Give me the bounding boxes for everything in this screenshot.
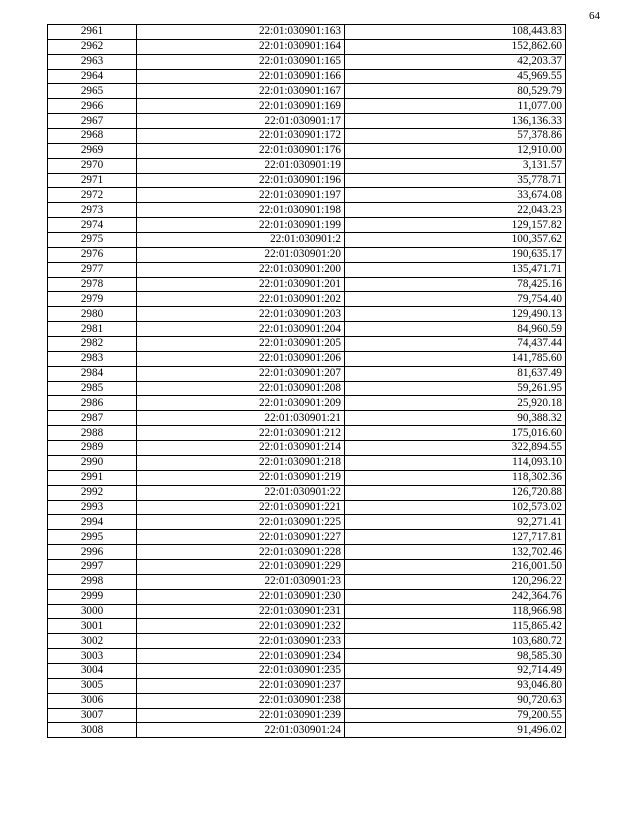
table-row xyxy=(48,129,566,144)
row-number-cell: 2979 xyxy=(48,292,137,307)
value-cell: 175,016.60 xyxy=(345,426,566,441)
table-row xyxy=(48,604,566,619)
table-row xyxy=(48,203,566,218)
value-cell: 11,077.00 xyxy=(345,99,566,114)
value-cell: 135,471.71 xyxy=(345,262,566,277)
value-cell: 100,357.62 xyxy=(345,233,566,248)
value-cell: 120,296.22 xyxy=(345,574,566,589)
cadastral-number-cell: 22:01:030901:2 xyxy=(137,233,345,248)
row-number-cell: 2963 xyxy=(48,54,137,69)
table-row xyxy=(48,233,566,248)
table-row xyxy=(48,218,566,233)
row-number-cell: 2982 xyxy=(48,337,137,352)
value-cell: 102,573.02 xyxy=(345,500,566,515)
table-row xyxy=(48,143,566,158)
value-cell: 216,001.50 xyxy=(345,559,566,574)
row-number-cell: 2989 xyxy=(48,441,137,456)
cadastral-number-cell: 22:01:030901:221 xyxy=(137,500,345,515)
cadastral-number-cell: 22:01:030901:167 xyxy=(137,84,345,99)
table-row xyxy=(48,723,566,738)
table-body xyxy=(48,25,566,738)
cadastral-number-cell: 22:01:030901:235 xyxy=(137,663,345,678)
row-number-cell: 3002 xyxy=(48,634,137,649)
row-number-cell: 2968 xyxy=(48,129,137,144)
table-row xyxy=(48,262,566,277)
value-cell: 57,378.86 xyxy=(345,129,566,144)
row-number-cell: 3003 xyxy=(48,649,137,664)
table-row xyxy=(48,84,566,99)
row-number-cell: 2983 xyxy=(48,351,137,366)
value-cell: 152,862.60 xyxy=(345,39,566,54)
row-number-cell: 2967 xyxy=(48,114,137,129)
cadastral-number-cell: 22:01:030901:23 xyxy=(137,574,345,589)
value-cell: 90,388.32 xyxy=(345,411,566,426)
row-number-cell: 2996 xyxy=(48,545,137,560)
cadastral-number-cell: 22:01:030901:176 xyxy=(137,143,345,158)
row-number-cell: 2962 xyxy=(48,39,137,54)
table-row xyxy=(48,515,566,530)
cadastral-number-cell: 22:01:030901:20 xyxy=(137,247,345,262)
value-cell: 129,490.13 xyxy=(345,307,566,322)
row-number-cell: 3005 xyxy=(48,678,137,693)
table-row xyxy=(48,589,566,604)
value-cell: 59,261.95 xyxy=(345,381,566,396)
table-row xyxy=(48,39,566,54)
row-number-cell: 3001 xyxy=(48,619,137,634)
cadastral-number-cell: 22:01:030901:164 xyxy=(137,39,345,54)
cadastral-number-cell: 22:01:030901:197 xyxy=(137,188,345,203)
table-row xyxy=(48,247,566,262)
cadastral-number-cell: 22:01:030901:200 xyxy=(137,262,345,277)
row-number-cell: 2965 xyxy=(48,84,137,99)
row-number-cell: 2973 xyxy=(48,203,137,218)
table-row xyxy=(48,158,566,173)
row-number-cell: 3004 xyxy=(48,663,137,678)
cadastral-number-cell: 22:01:030901:237 xyxy=(137,678,345,693)
cadastral-number-cell: 22:01:030901:207 xyxy=(137,366,345,381)
table-row xyxy=(48,307,566,322)
value-cell: 79,754.40 xyxy=(345,292,566,307)
table-row xyxy=(48,25,566,40)
value-cell: 80,529.79 xyxy=(345,84,566,99)
row-number-cell: 2988 xyxy=(48,426,137,441)
value-cell: 242,364.76 xyxy=(345,589,566,604)
row-number-cell: 2974 xyxy=(48,218,137,233)
row-number-cell: 2966 xyxy=(48,99,137,114)
value-cell: 322,894.55 xyxy=(345,441,566,456)
cadastral-number-cell: 22:01:030901:169 xyxy=(137,99,345,114)
table-row xyxy=(48,381,566,396)
cadastral-number-cell: 22:01:030901:239 xyxy=(137,708,345,723)
cadastral-number-cell: 22:01:030901:231 xyxy=(137,604,345,619)
cadastral-number-cell: 22:01:030901:218 xyxy=(137,455,345,470)
value-cell: 114,093.10 xyxy=(345,455,566,470)
row-number-cell: 2993 xyxy=(48,500,137,515)
row-number-cell: 2992 xyxy=(48,485,137,500)
value-cell: 115,865.42 xyxy=(345,619,566,634)
row-number-cell: 2998 xyxy=(48,574,137,589)
row-number-cell: 2981 xyxy=(48,322,137,337)
row-number-cell: 2971 xyxy=(48,173,137,188)
table-row xyxy=(48,411,566,426)
row-number-cell: 2995 xyxy=(48,530,137,545)
table-row xyxy=(48,530,566,545)
cadastral-number-cell: 22:01:030901:201 xyxy=(137,277,345,292)
cadastral-number-cell: 22:01:030901:219 xyxy=(137,470,345,485)
table-row xyxy=(48,322,566,337)
cadastral-number-cell: 22:01:030901:228 xyxy=(137,545,345,560)
row-number-cell: 2986 xyxy=(48,396,137,411)
table-row xyxy=(48,455,566,470)
cadastral-number-cell: 22:01:030901:209 xyxy=(137,396,345,411)
table-row xyxy=(48,708,566,723)
table-row xyxy=(48,634,566,649)
page-number: 64 xyxy=(589,10,600,22)
value-cell: 42,203.37 xyxy=(345,54,566,69)
cadastral-number-cell: 22:01:030901:233 xyxy=(137,634,345,649)
row-number-cell: 2978 xyxy=(48,277,137,292)
value-cell: 25,920.18 xyxy=(345,396,566,411)
table-row xyxy=(48,366,566,381)
cadastral-number-cell: 22:01:030901:212 xyxy=(137,426,345,441)
table-row xyxy=(48,114,566,129)
table-row xyxy=(48,173,566,188)
table-row xyxy=(48,678,566,693)
row-number-cell: 2975 xyxy=(48,233,137,248)
table-row xyxy=(48,619,566,634)
value-cell: 190,635.17 xyxy=(345,247,566,262)
table-row xyxy=(48,351,566,366)
cadastral-number-cell: 22:01:030901:202 xyxy=(137,292,345,307)
cadastral-number-cell: 22:01:030901:230 xyxy=(137,589,345,604)
value-cell: 79,200.55 xyxy=(345,708,566,723)
cadastral-number-cell: 22:01:030901:206 xyxy=(137,351,345,366)
cadastral-number-cell: 22:01:030901:234 xyxy=(137,649,345,664)
cadastral-number-cell: 22:01:030901:232 xyxy=(137,619,345,634)
row-number-cell: 3006 xyxy=(48,693,137,708)
row-number-cell: 2990 xyxy=(48,455,137,470)
row-number-cell: 2977 xyxy=(48,262,137,277)
row-number-cell: 3008 xyxy=(48,723,137,738)
table-row xyxy=(48,188,566,203)
cadastral-number-cell: 22:01:030901:229 xyxy=(137,559,345,574)
row-number-cell: 2969 xyxy=(48,143,137,158)
cadastral-number-cell: 22:01:030901:203 xyxy=(137,307,345,322)
table-row xyxy=(48,470,566,485)
cadastral-number-cell: 22:01:030901:238 xyxy=(137,693,345,708)
value-cell: 118,966.98 xyxy=(345,604,566,619)
value-cell: 81,637.49 xyxy=(345,366,566,381)
cadastral-number-cell: 22:01:030901:199 xyxy=(137,218,345,233)
value-cell: 98,585.30 xyxy=(345,649,566,664)
value-cell: 129,157.82 xyxy=(345,218,566,233)
value-cell: 103,680.72 xyxy=(345,634,566,649)
table-row xyxy=(48,693,566,708)
cadastral-number-cell: 22:01:030901:19 xyxy=(137,158,345,173)
table-row xyxy=(48,69,566,84)
cadastral-number-cell: 22:01:030901:22 xyxy=(137,485,345,500)
cadastral-value-table xyxy=(47,24,566,738)
value-cell: 33,674.08 xyxy=(345,188,566,203)
cadastral-number-cell: 22:01:030901:196 xyxy=(137,173,345,188)
row-number-cell: 2972 xyxy=(48,188,137,203)
cadastral-number-cell: 22:01:030901:21 xyxy=(137,411,345,426)
value-cell: 3,131.57 xyxy=(345,158,566,173)
row-number-cell: 2980 xyxy=(48,307,137,322)
table-row xyxy=(48,337,566,352)
row-number-cell: 2976 xyxy=(48,247,137,262)
row-number-cell: 3000 xyxy=(48,604,137,619)
value-cell: 78,425.16 xyxy=(345,277,566,292)
cadastral-number-cell: 22:01:030901:172 xyxy=(137,129,345,144)
value-cell: 45,969.55 xyxy=(345,69,566,84)
value-cell: 93,046.80 xyxy=(345,678,566,693)
value-cell: 92,271.41 xyxy=(345,515,566,530)
value-cell: 132,702.46 xyxy=(345,545,566,560)
cadastral-number-cell: 22:01:030901:205 xyxy=(137,337,345,352)
row-number-cell: 2999 xyxy=(48,589,137,604)
value-cell: 91,496.02 xyxy=(345,723,566,738)
row-number-cell: 2984 xyxy=(48,366,137,381)
row-number-cell: 3007 xyxy=(48,708,137,723)
cadastral-number-cell: 22:01:030901:166 xyxy=(137,69,345,84)
cadastral-number-cell: 22:01:030901:214 xyxy=(137,441,345,456)
table-row xyxy=(48,649,566,664)
table-row xyxy=(48,485,566,500)
value-cell: 35,778.71 xyxy=(345,173,566,188)
value-cell: 74,437.44 xyxy=(345,337,566,352)
cadastral-number-cell: 22:01:030901:208 xyxy=(137,381,345,396)
value-cell: 141,785.60 xyxy=(345,351,566,366)
value-cell: 84,960.59 xyxy=(345,322,566,337)
value-cell: 90,720.63 xyxy=(345,693,566,708)
row-number-cell: 2991 xyxy=(48,470,137,485)
table-row xyxy=(48,574,566,589)
table-row xyxy=(48,54,566,69)
table-row xyxy=(48,559,566,574)
cadastral-number-cell: 22:01:030901:204 xyxy=(137,322,345,337)
value-cell: 22,043.23 xyxy=(345,203,566,218)
cadastral-number-cell: 22:01:030901:227 xyxy=(137,530,345,545)
row-number-cell: 2997 xyxy=(48,559,137,574)
value-cell: 127,717.81 xyxy=(345,530,566,545)
row-number-cell: 2970 xyxy=(48,158,137,173)
cadastral-number-cell: 22:01:030901:198 xyxy=(137,203,345,218)
cadastral-number-cell: 22:01:030901:163 xyxy=(137,25,345,40)
cadastral-number-cell: 22:01:030901:17 xyxy=(137,114,345,129)
table-row xyxy=(48,396,566,411)
row-number-cell: 2961 xyxy=(48,25,137,40)
cadastral-number-cell: 22:01:030901:24 xyxy=(137,723,345,738)
value-cell: 108,443.83 xyxy=(345,25,566,40)
value-cell: 12,910.00 xyxy=(345,143,566,158)
cadastral-number-cell: 22:01:030901:225 xyxy=(137,515,345,530)
table-row xyxy=(48,277,566,292)
value-cell: 126,720.88 xyxy=(345,485,566,500)
table-row xyxy=(48,99,566,114)
row-number-cell: 2964 xyxy=(48,69,137,84)
table-row xyxy=(48,663,566,678)
table-row xyxy=(48,426,566,441)
value-cell: 136,136.33 xyxy=(345,114,566,129)
row-number-cell: 2987 xyxy=(48,411,137,426)
table-row xyxy=(48,441,566,456)
table-row xyxy=(48,500,566,515)
value-cell: 92,714.49 xyxy=(345,663,566,678)
table-row xyxy=(48,545,566,560)
value-cell: 118,302.36 xyxy=(345,470,566,485)
table-row xyxy=(48,292,566,307)
cadastral-number-cell: 22:01:030901:165 xyxy=(137,54,345,69)
row-number-cell: 2985 xyxy=(48,381,137,396)
row-number-cell: 2994 xyxy=(48,515,137,530)
